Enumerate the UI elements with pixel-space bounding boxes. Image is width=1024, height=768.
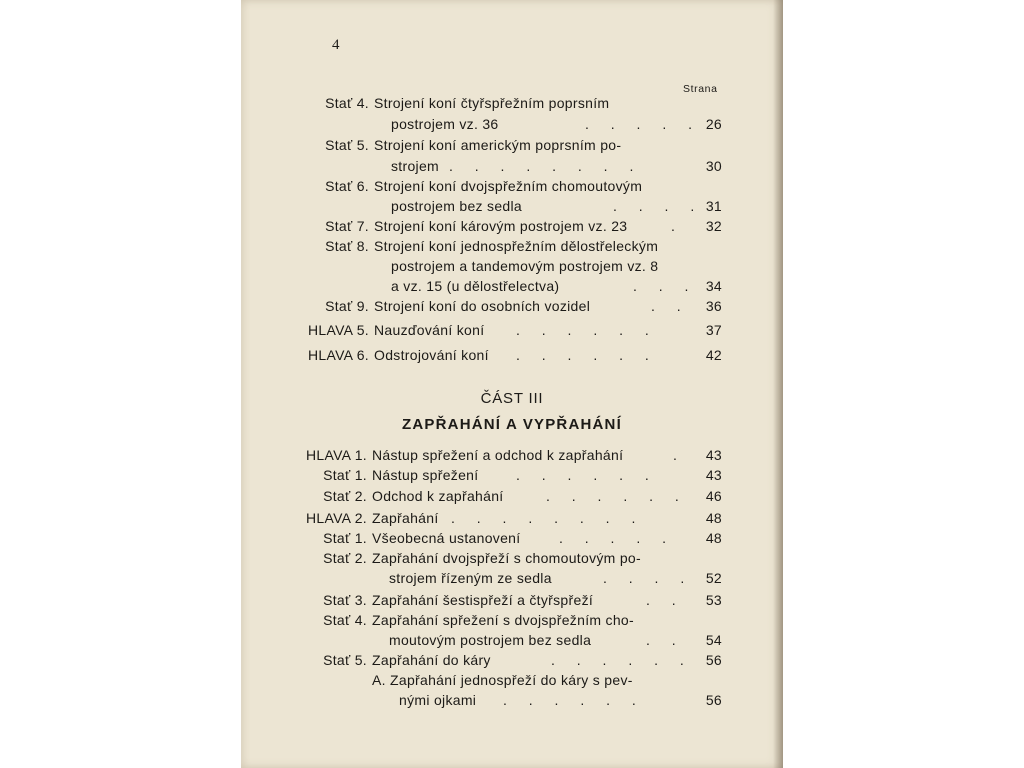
- entry-label: Stať 6.: [325, 178, 369, 194]
- entry-page: 30: [705, 158, 722, 174]
- entry-title-line: postrojem a tandemovým postrojem vz. 8: [391, 258, 659, 274]
- entry-title-line: Všeobecná ustanovení: [372, 530, 521, 546]
- entry-title-line: Nauzďování koní: [374, 322, 485, 338]
- entry-label: Stať 5.: [325, 137, 369, 153]
- entry-title-line: Odchod k zapřahání: [372, 488, 504, 504]
- entry-page: 34: [705, 278, 722, 294]
- entry-title-line: Strojení koní károvým postrojem vz. 23: [374, 218, 628, 234]
- entry-label: Stať 9.: [325, 298, 369, 314]
- leader-dots: . . . . . .: [551, 652, 693, 668]
- leader-dots: . .: [651, 298, 690, 314]
- scanned-page: [241, 0, 783, 768]
- entry-page: 26: [705, 116, 722, 132]
- entry-label: Stať 4.: [325, 95, 369, 111]
- leader-dots: . .: [646, 592, 685, 608]
- entry-label: HLAVA 2.: [305, 510, 367, 526]
- entry-page: 48: [705, 510, 722, 526]
- entry-page: 43: [705, 447, 722, 463]
- entry-label: Stať 3.: [323, 592, 367, 608]
- leader-dots: . . .: [633, 278, 698, 294]
- entry-page: 43: [705, 467, 722, 483]
- entry-label: Stať 5.: [323, 652, 367, 668]
- entry-title-line: postrojem vz. 36: [391, 116, 499, 132]
- leader-dots: . . . . . .: [503, 692, 645, 708]
- entry-label: Stať 2.: [323, 550, 367, 566]
- page-number: 4: [332, 37, 340, 53]
- leader-dots: . . . . .: [585, 116, 702, 132]
- entry-title-line: Zapřahání šestispřeží a čtyřspřeží: [372, 592, 594, 608]
- entry-page: 32: [705, 218, 722, 234]
- entry-label: HLAVA 6.: [307, 347, 369, 363]
- entry-label: Stať 1.: [323, 530, 367, 546]
- toc-text: [241, 0, 783, 768]
- part-title: ČÁST III: [480, 390, 544, 407]
- leader-dots: . . . . . .: [546, 488, 688, 504]
- leader-dots: . . . . .: [559, 530, 676, 546]
- entry-page: 54: [705, 632, 722, 648]
- entry-label: Stať 4.: [323, 612, 367, 628]
- entry-title-line: Nástup spřežení a odchod k zapřahání: [372, 447, 624, 463]
- entry-title-line: Zapřahání: [372, 510, 439, 526]
- entry-title-line: Strojení koní dvojspřežním chomoutovým: [374, 178, 643, 194]
- entry-page: 31: [705, 198, 722, 214]
- entry-title-line: strojem řízeným ze sedla: [389, 570, 552, 586]
- entry-page: 56: [705, 692, 722, 708]
- entry-page: 37: [705, 322, 722, 338]
- leader-dots: . . . .: [603, 570, 694, 586]
- entry-title-line: Strojení koní do osobních vozidel: [374, 298, 591, 314]
- entry-title-line: A. Zapřahání jednospřeží do káry s pev-: [372, 672, 633, 688]
- entry-label: HLAVA 5.: [307, 322, 369, 338]
- entry-page: 52: [705, 570, 722, 586]
- leader-dots: . . . . . . . .: [449, 158, 643, 174]
- entry-label: Stať 2.: [323, 488, 367, 504]
- leader-dots: . . . .: [613, 198, 704, 214]
- entry-page: 56: [705, 652, 722, 668]
- entry-label: HLAVA 1.: [305, 447, 367, 463]
- leader-dots: . . . . . . . .: [451, 510, 645, 526]
- entry-label: Stať 7.: [325, 218, 369, 234]
- leader-dots: . .: [646, 632, 685, 648]
- entry-title-line: moutovým postrojem bez sedla: [389, 632, 592, 648]
- column-header-strana: Strana: [683, 83, 718, 95]
- entry-title-line: Zapřahání do káry: [372, 652, 491, 668]
- entry-title-line: Nástup spřežení: [372, 467, 479, 483]
- entry-page: 46: [705, 488, 722, 504]
- entry-title-line: Strojení koní jednospřežním dělostřeleckým: [374, 238, 659, 254]
- leader-dots: . . . . . .: [516, 467, 658, 483]
- leader-dots: . . . . . .: [516, 347, 658, 363]
- entry-title-line: Zapřahání dvojspřeží s chomoutovým po-: [372, 550, 641, 566]
- entry-title-line: postrojem bez sedla: [391, 198, 522, 214]
- leader-dots: .: [673, 447, 686, 463]
- entry-page: 42: [705, 347, 722, 363]
- entry-title-line: Strojení koní čtyřspřežním poprsním: [374, 95, 610, 111]
- entry-title-line: a vz. 15 (u dělostřelectva): [391, 278, 560, 294]
- entry-page: 36: [705, 298, 722, 314]
- entry-label: Stať 8.: [325, 238, 369, 254]
- entry-title-line: Strojení koní americkým poprsním po-: [374, 137, 622, 153]
- leader-dots: . . . . . .: [516, 322, 658, 338]
- entry-title-line: strojem: [391, 158, 439, 174]
- leader-dots: .: [671, 218, 684, 234]
- entry-title-line: nými ojkami: [399, 692, 477, 708]
- entry-label: Stať 1.: [323, 467, 367, 483]
- part-subtitle: ZAPŘAHÁNÍ A VYPŘAHÁNÍ: [402, 416, 622, 433]
- entry-title-line: Zapřahání spřežení s dvojspřežním cho-: [372, 612, 634, 628]
- entry-page: 53: [705, 592, 722, 608]
- entry-page: 48: [705, 530, 722, 546]
- entry-title-line: Odstrojování koní: [374, 347, 489, 363]
